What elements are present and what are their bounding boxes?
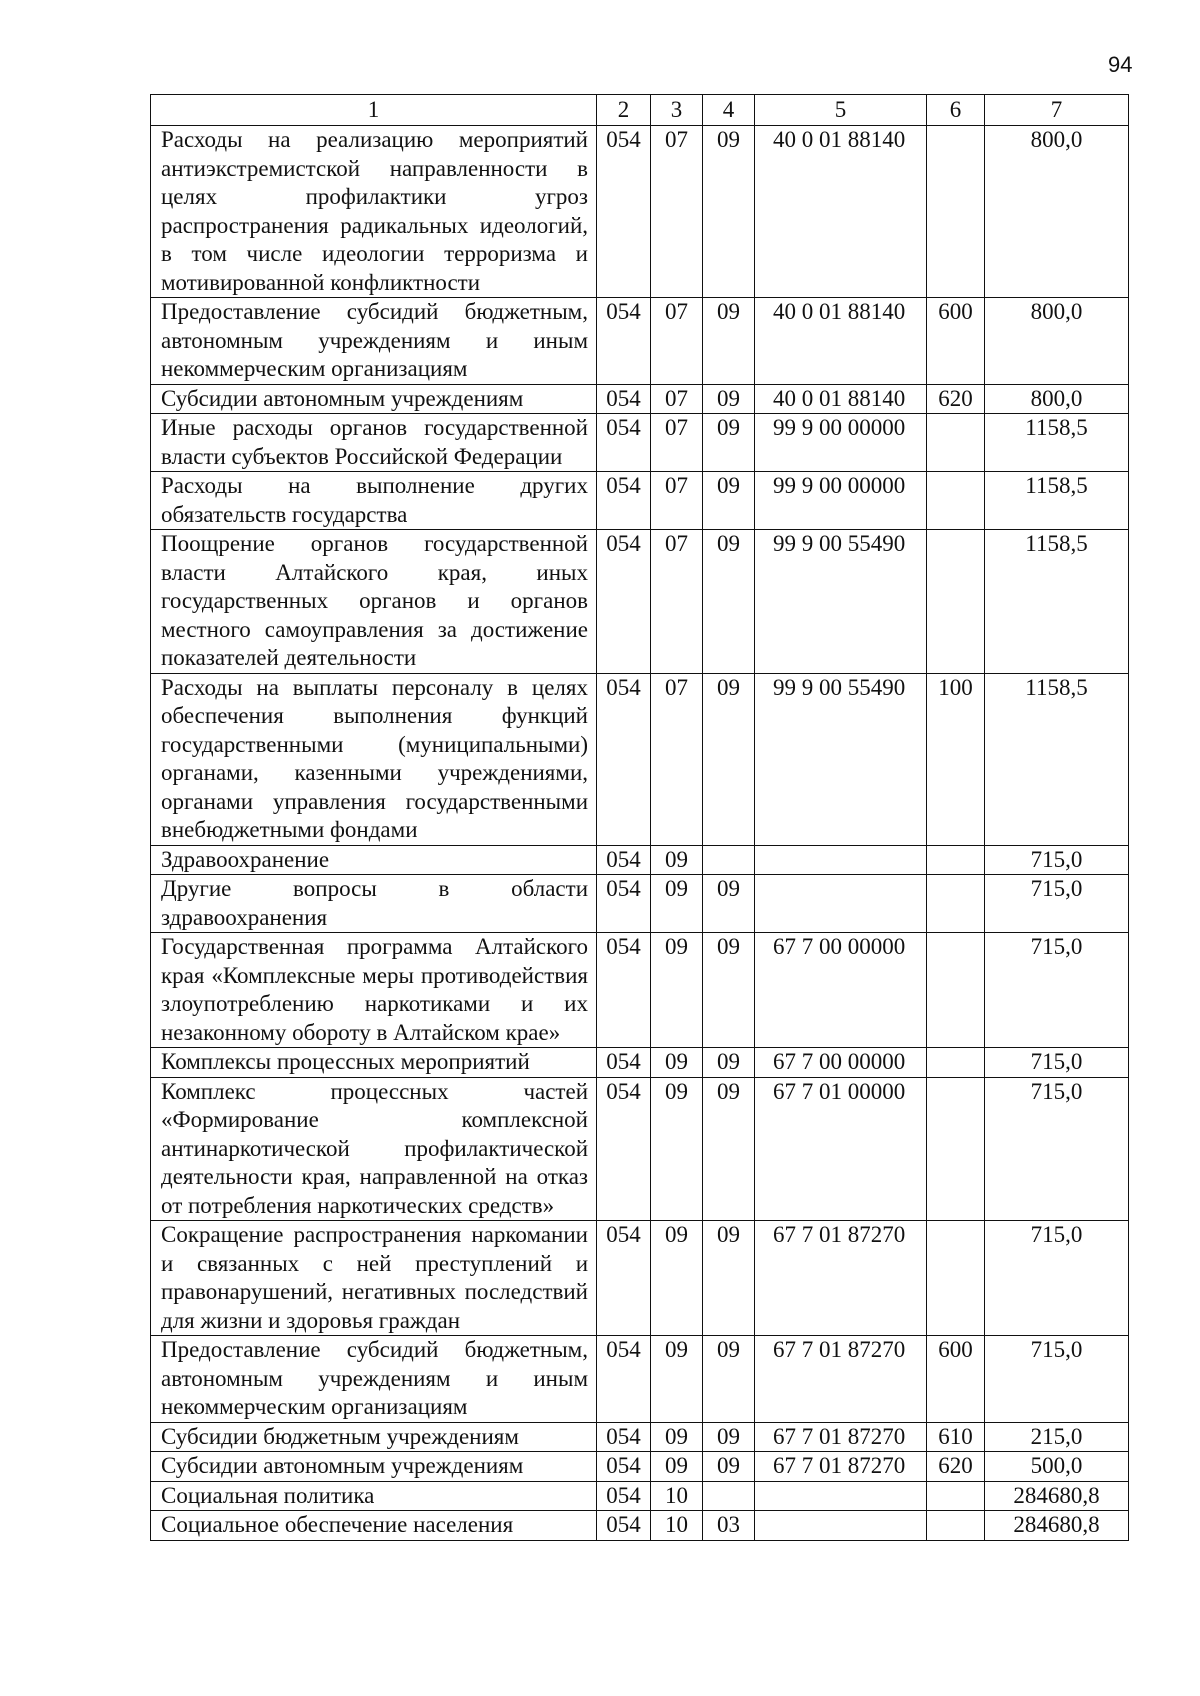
expense-name-cell: Государственная программа Алтайского края «Комплексные меры противодействия злоупотреблению наркотиками и их незаконному обороту в Алтайском крае»	[151, 933, 597, 1048]
section-code-cell: 09	[651, 1221, 703, 1336]
table-row	[151, 472, 1129, 530]
expense-name-cell: Социальное обеспечение населения	[151, 1511, 597, 1541]
ministry-code-cell: 054	[597, 530, 651, 674]
target-article-cell: 40 0 01 88140	[755, 298, 927, 385]
expense-type-cell	[927, 1511, 985, 1541]
expense-type-cell	[927, 1221, 985, 1336]
amount-cell: 715,0	[985, 845, 1129, 875]
ministry-code-cell: 054	[597, 1481, 651, 1511]
amount-cell: 1158,5	[985, 530, 1129, 674]
target-article-cell: 99 9 00 55490	[755, 673, 927, 845]
expense-type-cell: 600	[927, 1336, 985, 1423]
header-row	[151, 95, 1129, 126]
column-header: 1	[151, 95, 597, 126]
page-number: 94	[1108, 52, 1133, 77]
ministry-code-cell: 054	[597, 1077, 651, 1221]
target-article-cell: 40 0 01 88140	[755, 126, 927, 298]
column-header: 3	[651, 95, 703, 126]
amount-cell: 715,0	[985, 1077, 1129, 1221]
subsection-code-cell: 09	[703, 530, 755, 674]
subsection-code-cell: 09	[703, 875, 755, 933]
amount-cell: 800,0	[985, 384, 1129, 414]
subsection-code-cell: 09	[703, 414, 755, 472]
amount-cell: 1158,5	[985, 414, 1129, 472]
amount-cell: 715,0	[985, 933, 1129, 1048]
table-row	[151, 1422, 1129, 1452]
expense-type-cell: 610	[927, 1422, 985, 1452]
section-code-cell: 10	[651, 1511, 703, 1541]
table-row	[151, 1452, 1129, 1482]
subsection-code-cell: 09	[703, 1077, 755, 1221]
expense-type-cell: 100	[927, 673, 985, 845]
target-article-cell: 40 0 01 88140	[755, 384, 927, 414]
ministry-code-cell: 054	[597, 414, 651, 472]
subsection-code-cell: 09	[703, 126, 755, 298]
table-row	[151, 1511, 1129, 1541]
ministry-code-cell: 054	[597, 1221, 651, 1336]
ministry-code-cell: 054	[597, 673, 651, 845]
amount-cell: 715,0	[985, 1048, 1129, 1078]
table-row	[151, 845, 1129, 875]
section-code-cell: 07	[651, 414, 703, 472]
section-code-cell: 09	[651, 1336, 703, 1423]
section-code-cell: 07	[651, 126, 703, 298]
ministry-code-cell: 054	[597, 1422, 651, 1452]
ministry-code-cell: 054	[597, 126, 651, 298]
column-header: 6	[927, 95, 985, 126]
target-article-cell: 67 7 00 00000	[755, 1048, 927, 1078]
expense-type-cell: 600	[927, 298, 985, 385]
ministry-code-cell: 054	[597, 1452, 651, 1482]
target-article-cell: 99 9 00 00000	[755, 414, 927, 472]
section-code-cell: 09	[651, 1452, 703, 1482]
section-code-cell: 09	[651, 1422, 703, 1452]
target-article-cell	[755, 845, 927, 875]
target-article-cell: 67 7 00 00000	[755, 933, 927, 1048]
ministry-code-cell: 054	[597, 1048, 651, 1078]
subsection-code-cell: 09	[703, 384, 755, 414]
column-header: 5	[755, 95, 927, 126]
section-code-cell: 09	[651, 1077, 703, 1221]
ministry-code-cell: 054	[597, 298, 651, 385]
amount-cell: 215,0	[985, 1422, 1129, 1452]
amount-cell: 800,0	[985, 298, 1129, 385]
ministry-code-cell: 054	[597, 845, 651, 875]
subsection-code-cell: 09	[703, 673, 755, 845]
column-header: 4	[703, 95, 755, 126]
ministry-code-cell: 054	[597, 933, 651, 1048]
table-row	[151, 1336, 1129, 1423]
expense-name-cell: Субсидии автономным учреждениям	[151, 1452, 597, 1482]
target-article-cell: 99 9 00 55490	[755, 530, 927, 674]
expense-type-cell	[927, 530, 985, 674]
table-row	[151, 1221, 1129, 1336]
amount-cell: 500,0	[985, 1452, 1129, 1482]
expense-name-cell: Социальная политика	[151, 1481, 597, 1511]
column-header: 7	[985, 95, 1129, 126]
expense-name-cell: Предоставление субсидий бюджетным, автономным учреждениям и иным некоммерческим организациям	[151, 1336, 597, 1423]
table-row	[151, 298, 1129, 385]
amount-cell: 1158,5	[985, 472, 1129, 530]
expense-name-cell: Другие вопросы в области здравоохранения	[151, 875, 597, 933]
expense-type-cell	[927, 1077, 985, 1221]
target-article-cell	[755, 1511, 927, 1541]
target-article-cell: 99 9 00 00000	[755, 472, 927, 530]
table-row	[151, 933, 1129, 1048]
amount-cell: 284680,8	[985, 1481, 1129, 1511]
expense-name-cell: Поощрение органов государственной власти Алтайского края, иных государственных органов и органов местного самоуправления за достижение показателей деятельности	[151, 530, 597, 674]
subsection-code-cell	[703, 1481, 755, 1511]
table-row	[151, 414, 1129, 472]
subsection-code-cell: 03	[703, 1511, 755, 1541]
expense-name-cell: Сокращение распространения наркомании и связанных с ней преступлений и правонарушений, негативных последствий для жизни и здоровья граждан	[151, 1221, 597, 1336]
amount-cell: 715,0	[985, 875, 1129, 933]
table-row	[151, 530, 1129, 674]
subsection-code-cell: 09	[703, 472, 755, 530]
table-row	[151, 1481, 1129, 1511]
table-row	[151, 875, 1129, 933]
expense-type-cell: 620	[927, 1452, 985, 1482]
table-row	[151, 673, 1129, 845]
expense-name-cell: Комплексы процессных мероприятий	[151, 1048, 597, 1078]
expense-name-cell: Субсидии бюджетным учреждениям	[151, 1422, 597, 1452]
section-code-cell: 09	[651, 845, 703, 875]
subsection-code-cell: 09	[703, 298, 755, 385]
budget-table	[150, 94, 1129, 1541]
expense-type-cell	[927, 414, 985, 472]
subsection-code-cell: 09	[703, 1048, 755, 1078]
table-row	[151, 384, 1129, 414]
table-row	[151, 1077, 1129, 1221]
target-article-cell: 67 7 01 87270	[755, 1422, 927, 1452]
expense-type-cell	[927, 875, 985, 933]
table-row	[151, 126, 1129, 298]
subsection-code-cell: 09	[703, 1422, 755, 1452]
section-code-cell: 09	[651, 933, 703, 1048]
target-article-cell	[755, 875, 927, 933]
expense-type-cell	[927, 933, 985, 1048]
subsection-code-cell: 09	[703, 1452, 755, 1482]
ministry-code-cell: 054	[597, 875, 651, 933]
ministry-code-cell: 054	[597, 1511, 651, 1541]
expense-type-cell	[927, 126, 985, 298]
expense-type-cell	[927, 1481, 985, 1511]
expense-name-cell: Иные расходы органов государственной власти субъектов Российской Федерации	[151, 414, 597, 472]
amount-cell: 1158,5	[985, 673, 1129, 845]
expense-name-cell: Расходы на выполнение других обязательств государства	[151, 472, 597, 530]
amount-cell: 284680,8	[985, 1511, 1129, 1541]
target-article-cell: 67 7 01 00000	[755, 1077, 927, 1221]
ministry-code-cell: 054	[597, 1336, 651, 1423]
section-code-cell: 09	[651, 1048, 703, 1078]
section-code-cell: 07	[651, 530, 703, 674]
expense-name-cell: Расходы на реализацию мероприятий антиэкстремистской направленности в целях профилактики угроз распространения радикальных идеологий, в том числе идеологии терроризма и мотивированной конфликтности	[151, 126, 597, 298]
column-header: 2	[597, 95, 651, 126]
section-code-cell: 09	[651, 875, 703, 933]
section-code-cell: 07	[651, 472, 703, 530]
expense-name-cell: Предоставление субсидий бюджетным, автономным учреждениям и иным некоммерческим организациям	[151, 298, 597, 385]
expense-name-cell: Здравоохранение	[151, 845, 597, 875]
subsection-code-cell: 09	[703, 933, 755, 1048]
expense-name-cell: Комплекс процессных частей «Формирование комплексной антинаркотической профилактической деятельности края, направленной на отказ от потребления наркотических средств»	[151, 1077, 597, 1221]
section-code-cell: 07	[651, 384, 703, 414]
expense-type-cell: 620	[927, 384, 985, 414]
amount-cell: 715,0	[985, 1336, 1129, 1423]
ministry-code-cell: 054	[597, 384, 651, 414]
section-code-cell: 07	[651, 673, 703, 845]
subsection-code-cell	[703, 845, 755, 875]
amount-cell: 800,0	[985, 126, 1129, 298]
subsection-code-cell: 09	[703, 1221, 755, 1336]
subsection-code-cell: 09	[703, 1336, 755, 1423]
expense-type-cell	[927, 472, 985, 530]
target-article-cell: 67 7 01 87270	[755, 1221, 927, 1336]
target-article-cell: 67 7 01 87270	[755, 1336, 927, 1423]
amount-cell: 715,0	[985, 1221, 1129, 1336]
section-code-cell: 10	[651, 1481, 703, 1511]
table-body	[151, 126, 1129, 1541]
expense-type-cell	[927, 1048, 985, 1078]
expense-name-cell: Расходы на выплаты персоналу в целях обеспечения выполнения функций государственными (муниципальными) органами, казенными учреждениями, органами управления государственными внебюджетными фондами	[151, 673, 597, 845]
expense-type-cell	[927, 845, 985, 875]
target-article-cell: 67 7 01 87270	[755, 1452, 927, 1482]
ministry-code-cell: 054	[597, 472, 651, 530]
expense-name-cell: Субсидии автономным учреждениям	[151, 384, 597, 414]
section-code-cell: 07	[651, 298, 703, 385]
table-row	[151, 1048, 1129, 1078]
target-article-cell	[755, 1481, 927, 1511]
